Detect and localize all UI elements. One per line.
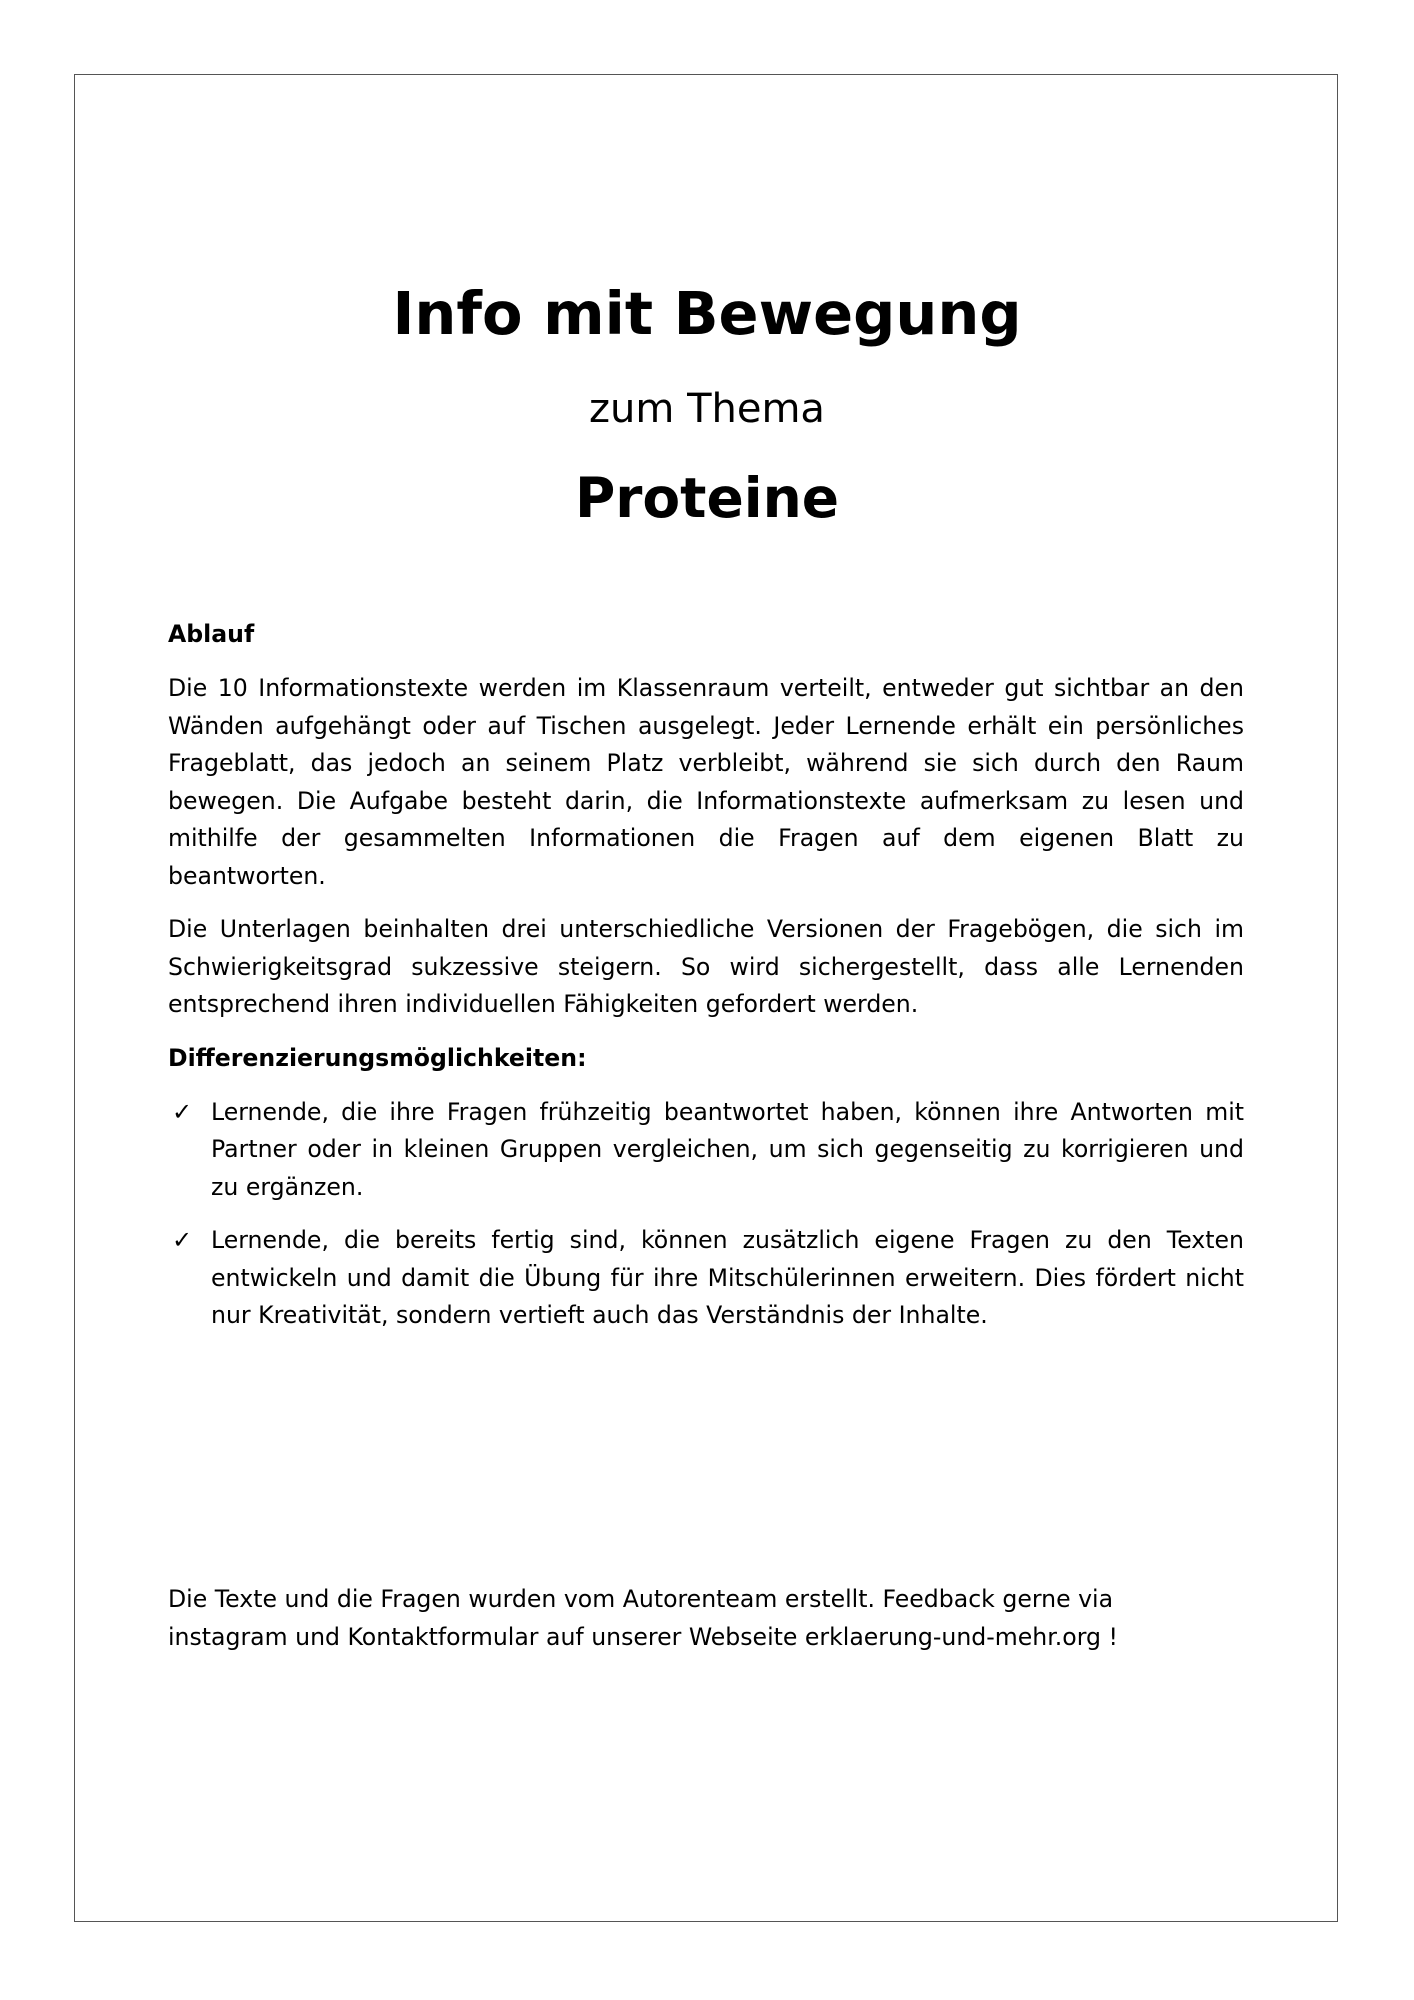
footer-note [168,1580,1244,1656]
page-title: Info mit Bewegung [392,279,1022,348]
check-icon: ✓ [172,1226,193,1254]
page-subtitle: zum Thema [589,386,825,432]
list-item [168,1222,1244,1335]
topic-title: Proteine [574,466,840,530]
list-item [168,1094,1244,1207]
check-icon: ✓ [172,1097,193,1126]
differenzierung-heading: Differenzierungsmöglichkeiten: [168,1043,587,1072]
list-item-text: Lernende, die bereits fertig sind, können zusätzlich eigene Fragen zu den Texten entwickeln und damit die Übung für ihre Mitschülerinnen erweitern. Dies fördert nicht nur Kreativität, sondern vertieft auch das Verständnis der Inhalte. [211,1226,1244,1329]
footer-line-2: instagram und Kontaktformular auf unserer Webseite erklaerung-und-mehr.org ! [168,1623,1118,1651]
ablauf-heading: Ablauf [168,620,255,648]
ablauf-paragraph-2: Die Unterlagen beinhalten drei unterschiedliche Versionen der Fragebögen, die sich im Schwierigkeitsgrad sukzessive steigern. So wird sichergestellt, dass alle Lernenden entsprechend ihren individuellen Fähigkeiten gefordert werden. [168,915,1244,1018]
ablauf-section [168,616,1244,1024]
ablauf-paragraph-1: Die 10 Informationstexte werden im Klassenraum verteilt, entweder gut sichtbar an den Wänden aufgehängt oder auf Tischen ausgelegt. Jeder Lernende erhält ein persönliches Frageblatt, das jedoch an seinem Platz verbleibt, während sie sich durch den Raum bewegen. Die Aufgabe besteht darin, die Informationstexte aufmerksam zu lesen und mithilfe der gesammelten Informationen die Fragen auf dem eigenen Blatt zu beantworten. [168,674,1244,890]
differenzierung-list [168,1094,1244,1335]
footer-line-1: Die Texte und die Fragen wurden vom Autorenteam erstellt. Feedback gerne via [168,1585,1114,1613]
main-content [168,616,1244,1351]
list-item-text: Lernende, die ihre Fragen frühzeitig beantwortet haben, können ihre Antworten mit Partner oder in kleinen Gruppen vergleichen, um sich gegenseitig zu korrigieren und zu ergänzen. [211,1097,1244,1201]
differenzierung-section [168,1040,1244,1335]
